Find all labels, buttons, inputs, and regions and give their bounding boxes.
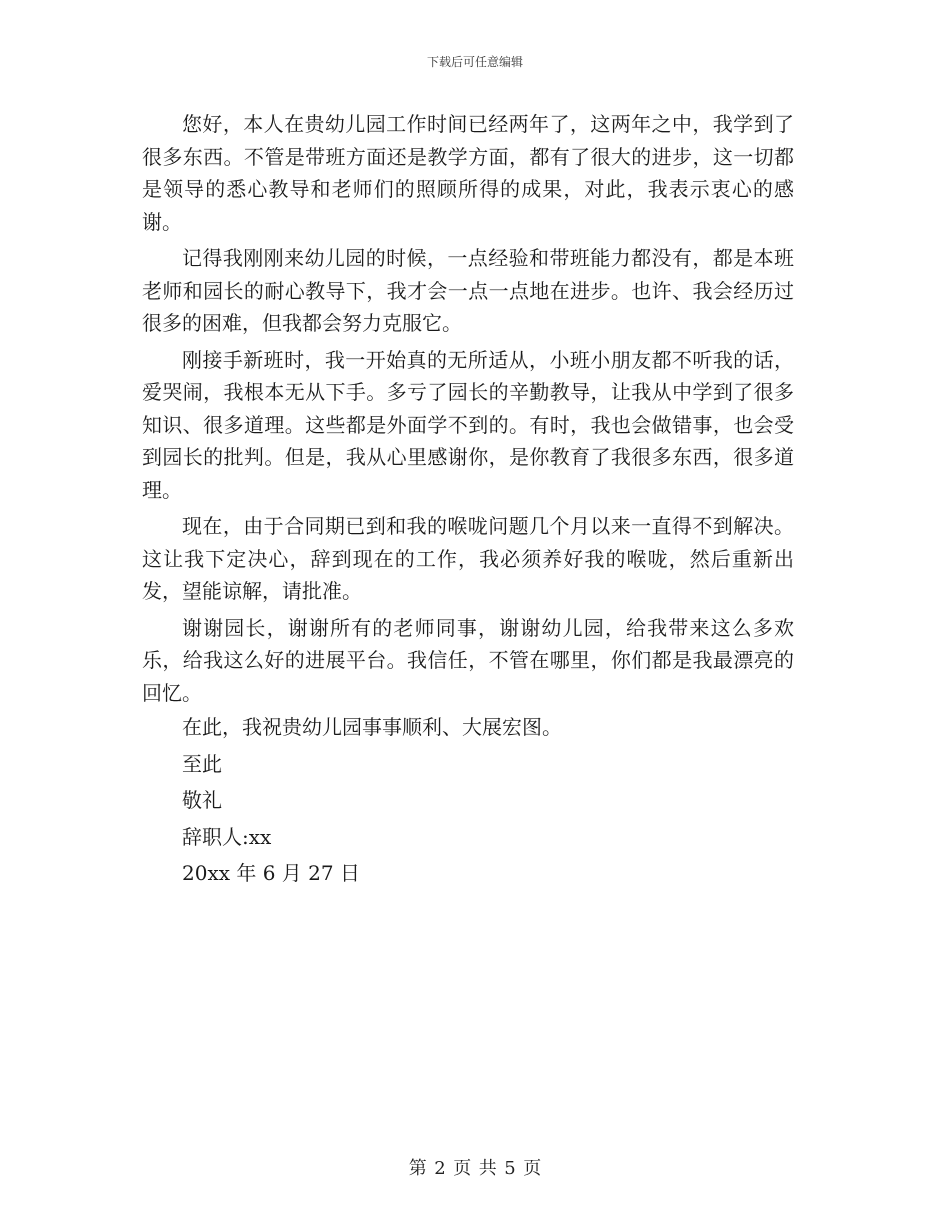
letter-paragraph-2: 记得我刚刚来幼儿园的时候，一点经验和带班能力都没有，都是本班老师和园长的耐心教导下，我才会一点一点地在进步。也许、我会经历过很多的困难，但我都会努力克服它。 xyxy=(142,246,794,335)
letter-body xyxy=(142,108,794,892)
letter-closing-1: 至此 xyxy=(182,751,222,776)
letter-wish: 在此，我祝贵幼儿园事事顺利、大展宏图。 xyxy=(182,715,562,739)
page-header-note: 下载后可任意编辑 xyxy=(426,55,523,69)
letter-paragraph-1: 您好，本人在贵幼儿园工作时间已经两年了，这两年之中，我学到了很多东西。不管是带班方面还是教学方面，都有了很大的进步，这一切都是领导的悉心教导和老师们的照顾所得的成果，对此，我表示衷心的感谢。 xyxy=(142,112,794,234)
letter-paragraph-3: 刚接手新班时，我一开始真的无所适从，小班小朋友都不听我的话，爱哭闹，我根本无从下手。多亏了园长的辛勤教导，让我从中学到了很多知识、很多道理。这些都是外面学不到的。有时，我也会做错事，也会受到园长的批判。但是，我从心里感谢你，是你教育了我很多东西，很多道理。 xyxy=(142,347,794,502)
letter-closing-2: 敬礼 xyxy=(182,788,222,812)
letter-paragraph-4: 现在，由于合同期已到和我的喉咙问题几个月以来一直得不到解决。这让我下定决心，辞到现在的工作，我必须养好我的喉咙，然后重新出发，望能谅解，请批准。 xyxy=(142,514,794,603)
page-number: 第 2 页 共 5 页 xyxy=(408,1158,542,1179)
letter-date: 20xx 年 6 月 27 日 xyxy=(182,861,360,885)
letter-paragraph-5: 谢谢园长，谢谢所有的老师同事，谢谢幼儿园，给我带来这么多欢乐，给我这么好的进展平台。我信任，不管在哪里，你们都是我最漂亮的回忆。 xyxy=(142,615,794,705)
letter-signature: 辞职人:xx xyxy=(182,824,272,849)
